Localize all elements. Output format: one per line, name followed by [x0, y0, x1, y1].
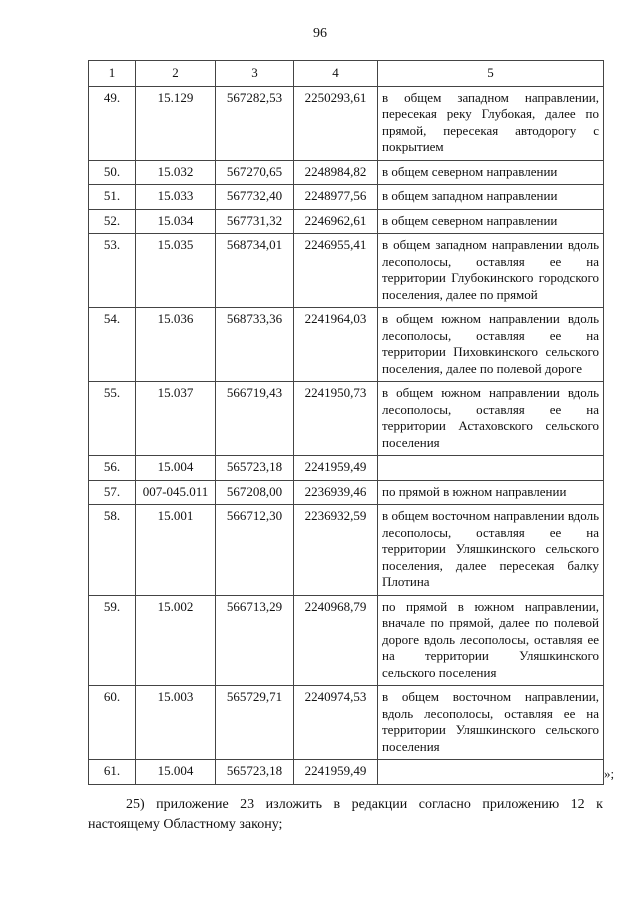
- table-row: [89, 209, 604, 234]
- x-coordinate-cell: 567282,53: [216, 86, 294, 160]
- point-number-cell: 15.004: [136, 456, 216, 481]
- direction-description-cell: в общем северном направлении: [378, 160, 604, 185]
- x-coordinate-cell: 568734,01: [216, 234, 294, 308]
- table-row: [89, 456, 604, 481]
- y-coordinate-cell: 2246962,61: [294, 209, 378, 234]
- point-number-cell: 15.037: [136, 382, 216, 456]
- header-col-1: 1: [89, 61, 136, 87]
- point-number-cell: 15.003: [136, 686, 216, 760]
- y-coordinate-cell: 2248977,56: [294, 185, 378, 210]
- x-coordinate-cell: 566712,30: [216, 505, 294, 596]
- y-coordinate-cell: 2236932,59: [294, 505, 378, 596]
- table-row: [89, 185, 604, 210]
- direction-description-cell: в общем восточном направлении вдоль лесополосы, оставляя ее на территории Уляшкинского сельского поселения, далее пересекая балку Плотина: [378, 505, 604, 596]
- row-number-cell: 56.: [89, 456, 136, 481]
- row-number-cell: 50.: [89, 160, 136, 185]
- table-body: [89, 86, 604, 784]
- direction-description-cell: [378, 456, 604, 481]
- point-number-cell: 15.033: [136, 185, 216, 210]
- row-number-cell: 51.: [89, 185, 136, 210]
- point-number-cell: 15.004: [136, 760, 216, 785]
- x-coordinate-cell: 567208,00: [216, 480, 294, 505]
- table-row: [89, 505, 604, 596]
- direction-description-cell: по прямой в южном направлении, вначале по прямой, далее по полевой дороге вдоль лесополосы, оставляя ее на территории Уляшкинского сельского поселения: [378, 595, 604, 686]
- direction-description-cell: в общем западном направлении, пересекая реку Глубокая, далее по прямой, пересекая автодорогу с покрытием: [378, 86, 604, 160]
- header-col-5: 5: [378, 61, 604, 87]
- point-number-cell: 15.001: [136, 505, 216, 596]
- x-coordinate-cell: 567732,40: [216, 185, 294, 210]
- direction-description-cell: [378, 760, 604, 785]
- direction-description-cell: в общем южном направлении вдоль лесополосы, оставляя ее на территории Пиховкинского сельского поселения, далее по полевой дороге: [378, 308, 604, 382]
- y-coordinate-cell: 2248984,82: [294, 160, 378, 185]
- row-number-cell: 60.: [89, 686, 136, 760]
- table-row: [89, 86, 604, 160]
- table-header-row: [89, 61, 604, 87]
- x-coordinate-cell: 567731,32: [216, 209, 294, 234]
- amendment-paragraph: 25) приложение 23 изложить в редакции согласно приложению 12 к настоящему Областному закону;: [88, 797, 603, 832]
- y-coordinate-cell: 2241964,03: [294, 308, 378, 382]
- direction-description-cell: в общем северном направлении: [378, 209, 604, 234]
- point-number-cell: 15.034: [136, 209, 216, 234]
- y-coordinate-cell: 2236939,46: [294, 480, 378, 505]
- table-row: [89, 686, 604, 760]
- header-col-3: 3: [216, 61, 294, 87]
- table-row: [89, 760, 604, 785]
- table-row: [89, 595, 604, 686]
- y-coordinate-cell: 2241950,73: [294, 382, 378, 456]
- x-coordinate-cell: 565723,18: [216, 760, 294, 785]
- row-number-cell: 54.: [89, 308, 136, 382]
- y-coordinate-cell: 2240974,53: [294, 686, 378, 760]
- x-coordinate-cell: 566713,29: [216, 595, 294, 686]
- y-coordinate-cell: 2240968,79: [294, 595, 378, 686]
- row-number-cell: 55.: [89, 382, 136, 456]
- header-col-4: 4: [294, 61, 378, 87]
- point-number-cell: 15.032: [136, 160, 216, 185]
- x-coordinate-cell: 567270,65: [216, 160, 294, 185]
- x-coordinate-cell: 566719,43: [216, 382, 294, 456]
- direction-description-cell: в общем западном направлении: [378, 185, 604, 210]
- table-row: [89, 308, 604, 382]
- direction-description-cell: по прямой в южном направлении: [378, 480, 604, 505]
- direction-description-cell: в общем восточном направлении, вдоль лесополосы, оставляя ее на территории Уляшкинского сельского поселения: [378, 686, 604, 760]
- table-row: [89, 382, 604, 456]
- point-number-cell: 007-045.011: [136, 480, 216, 505]
- y-coordinate-cell: 2246955,41: [294, 234, 378, 308]
- y-coordinate-cell: 2250293,61: [294, 86, 378, 160]
- point-number-cell: 15.035: [136, 234, 216, 308]
- x-coordinate-cell: 565729,71: [216, 686, 294, 760]
- y-coordinate-cell: 2241959,49: [294, 456, 378, 481]
- direction-description-cell: в общем южном направлении вдоль лесополосы, оставляя ее на территории Астаховского сельского поселения: [378, 382, 604, 456]
- point-number-cell: 15.129: [136, 86, 216, 160]
- row-number-cell: 57.: [89, 480, 136, 505]
- x-coordinate-cell: 568733,36: [216, 308, 294, 382]
- direction-description-cell: в общем западном направлении вдоль лесополосы, оставляя ее на территории Глубокинского городского поселения, далее по прямой: [378, 234, 604, 308]
- row-number-cell: 52.: [89, 209, 136, 234]
- row-number-cell: 61.: [89, 760, 136, 785]
- closing-quote-mark: »;: [604, 766, 615, 781]
- point-number-cell: 15.036: [136, 308, 216, 382]
- header-col-2: 2: [136, 61, 216, 87]
- table-row: [89, 234, 604, 308]
- point-number-cell: 15.002: [136, 595, 216, 686]
- row-number-cell: 59.: [89, 595, 136, 686]
- coordinates-table: [88, 60, 604, 785]
- x-coordinate-cell: 565723,18: [216, 456, 294, 481]
- row-number-cell: 53.: [89, 234, 136, 308]
- row-number-cell: 49.: [89, 86, 136, 160]
- row-number-cell: 58.: [89, 505, 136, 596]
- table-row: [89, 160, 604, 185]
- table-row: [89, 480, 604, 505]
- page-number: 96: [313, 26, 327, 41]
- y-coordinate-cell: 2241959,49: [294, 760, 378, 785]
